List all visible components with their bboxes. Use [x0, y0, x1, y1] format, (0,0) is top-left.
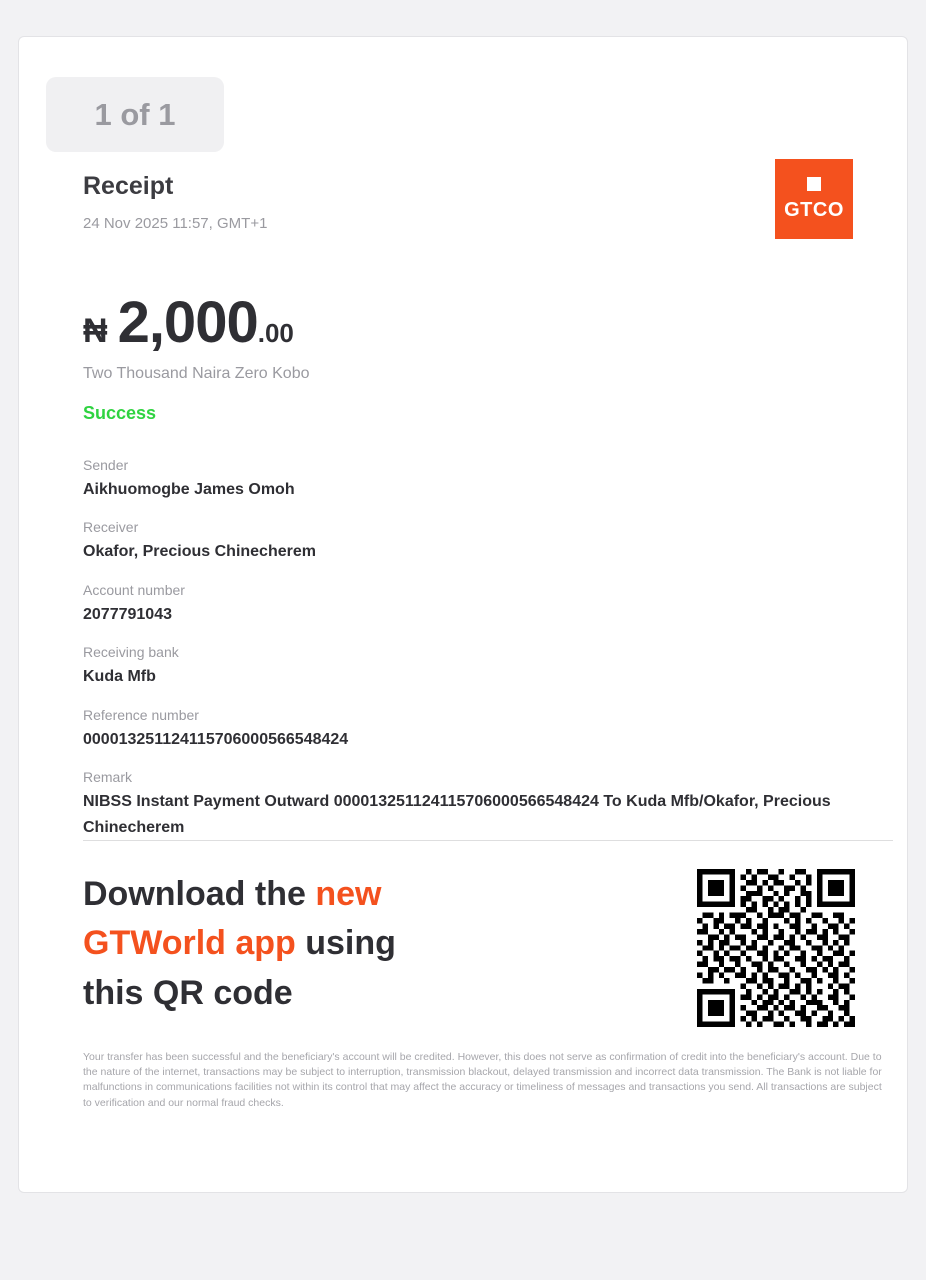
receipt-card [18, 36, 908, 1193]
promo-line1-accent: new [315, 875, 382, 913]
field-reference-number [83, 707, 873, 753]
promo-line2-post: using [295, 924, 396, 963]
page-counter: 1 of 1 [46, 77, 224, 152]
qr-code [697, 869, 855, 1027]
field-label: Receiving bank [83, 644, 179, 661]
receipt-fields [83, 457, 873, 858]
field-label: Sender [83, 457, 129, 473]
gtco-logo-text: GTCO [784, 198, 844, 221]
field-sender [83, 457, 873, 503]
gtco-logo [775, 159, 853, 239]
amount-in-words: Two Thousand Naira Zero Kobo [83, 365, 310, 382]
promo-line3: this QR code [83, 973, 293, 1012]
receipt-timestamp: 24 Nov 2025 11:57, GMT+1 [83, 215, 268, 232]
amount-major: 2,000 [117, 290, 258, 355]
disclaimer-text: Your transfer has been successful and the beneficiary's account will be credited. However, this does not serve as confirmation of credit into the beneficiary's account. Due to the nature of the internet, transactions may be subject to interruption, transmission blackout, delayed transmission and incorrect data transmission. The Bank is not liable for malfunctions in communications facilities not within its control that may affect the accuracy or timeliness of messages and transactions you send. All transactions are subject to verification and our normal fraud checks. [83, 1051, 882, 1109]
field-label: Reference number [83, 706, 199, 723]
gtco-square-icon [807, 177, 821, 191]
field-value: NIBSS Instant Payment Outward 000013251124115706000566548424 To Kuda Mfb/Okafor, Precious Chinecherem [83, 792, 831, 837]
currency-symbol: ₦ [83, 312, 108, 350]
field-receiving-bank [83, 644, 873, 690]
field-receiver [83, 519, 873, 565]
field-value: Okafor, Precious Chinecherem [83, 543, 316, 561]
promo-text [83, 870, 683, 1018]
page-title: Receipt [83, 172, 174, 200]
promo-line1-pre: Download the [83, 875, 316, 913]
qr-code-svg [697, 869, 855, 1027]
field-label: Receiver [83, 519, 139, 536]
field-label: Remark [83, 768, 133, 785]
field-label: Account number [83, 581, 185, 598]
field-remark [83, 769, 873, 842]
status-badge: Success [83, 403, 157, 423]
field-value: 2077791043 [83, 605, 172, 623]
field-account-number [83, 582, 873, 628]
promo-line2-accent: GTWorld app [83, 924, 296, 963]
amount-minor: .00 [257, 318, 294, 348]
amount-row [83, 289, 294, 356]
field-value: Aikhuomogbe James Omoh [83, 481, 295, 498]
field-value: 000013251124115706000566548424 [83, 730, 349, 748]
section-divider [83, 840, 893, 841]
field-value: Kuda Mfb [83, 668, 156, 686]
